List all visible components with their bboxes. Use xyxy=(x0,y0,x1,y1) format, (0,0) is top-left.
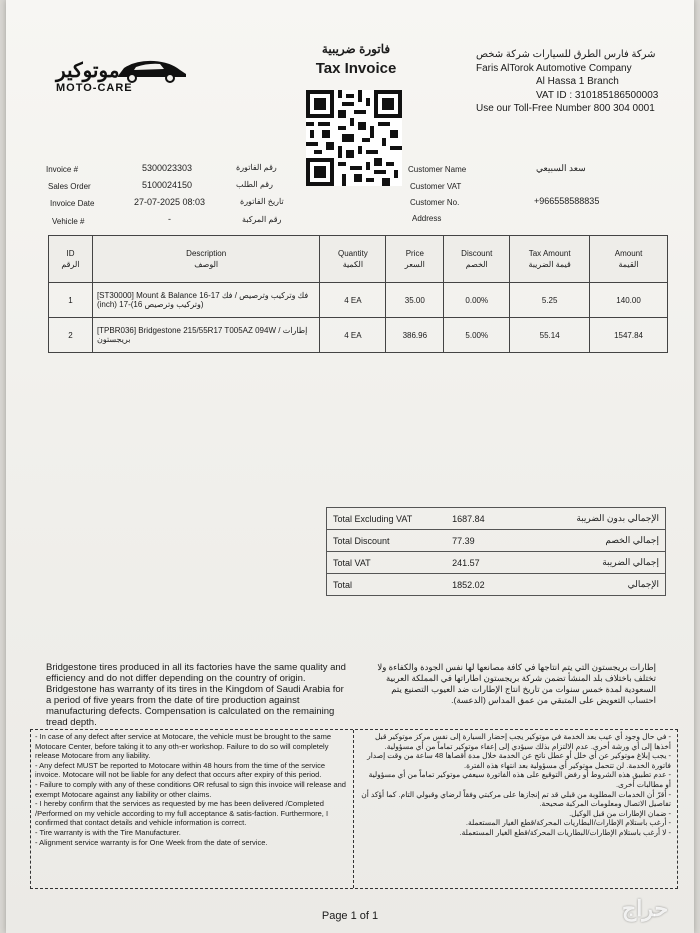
company-name-arabic: شركة فارس الطرق للسيارات شركة شخص xyxy=(476,49,656,60)
terms-box xyxy=(30,729,678,889)
row-quantity: 4 EA xyxy=(320,318,386,353)
total-label: Total xyxy=(327,574,447,596)
term-item: - Any defect MUST be reported to Motocare within 48 hours from the time of the service invoice. Motocare will not be liable for any defect that occurs after expiry of this period. xyxy=(35,760,325,780)
field-label-arabic: تاريخ الفاتورة xyxy=(240,197,284,206)
total-label: Total Discount xyxy=(327,530,447,552)
field-label: Address xyxy=(412,214,442,223)
row-description: [TPBR036] Bridgestone 215/55R17 T005AZ 094W / إطارات بريجستون xyxy=(92,318,320,353)
column-header: ID الرقم xyxy=(49,236,93,283)
address-row xyxy=(408,212,688,228)
invoice-date-row xyxy=(46,197,296,213)
customer-vat-row xyxy=(408,180,688,196)
row-tax: 5.25 xyxy=(510,283,590,318)
column-header: Discount الخصم xyxy=(444,236,510,283)
row-price: 386.96 xyxy=(386,318,444,353)
warranty-note-arabic: إطارات بريجستون التي يتم انتاجها في كافة مصانعها لها نفس الجودة والكفاءة ولا تختلف باختلاف بلد المنشأ تضمن شركة بريجستون اطاراتها في المملكة العربية السعودية لمدة خمس سنوات من تاريخ انتاج الإطارات ضد العيوب التصنيع يتم احتساب التعويض على المتبقي من عمق المداس (الدعسة). xyxy=(377,662,656,705)
term-item: - Alignment service warranty is for One Week from the date of service. xyxy=(35,837,268,847)
car-logo-icon xyxy=(114,56,188,84)
sales-order-number: 5100024150 xyxy=(142,180,193,190)
column-header: Quantity الكمية xyxy=(320,236,386,283)
total-excluding-vat-row xyxy=(327,508,666,530)
company-block xyxy=(476,48,691,116)
term-item-arabic: - عدم تطبيق هذه الشروط أو رفض التوقيع على هذه الفاتورة سيعفي موتوكير تماماً من أي مسؤولية أو مطالبات أخرى. xyxy=(368,770,671,789)
total-label: Total VAT xyxy=(327,552,447,574)
term-item-arabic: - يجب إبلاغ موتوكير عن أي خلل أو عطل ناتج عن الخدمة خلال مدة أقصاها 48 ساعة من وقت إصدار فاتورة الخدمة. لن تتحمل موتوكير أي مسؤولية بعد انتهاء هذه الفترة. xyxy=(367,751,671,770)
field-label: Sales Order xyxy=(48,182,91,191)
total-label-arabic: الإجمالي xyxy=(526,574,666,596)
term-item: - Failure to comply with any of these conditions OR refusal to sign this invoice will release and exempt Motocare against any liability or other claims. xyxy=(35,779,346,799)
field-label: Customer Name xyxy=(408,165,467,174)
term-item: - Tire warranty is with the Tire Manufacturer. xyxy=(35,827,181,837)
customer-number: +966558588835 xyxy=(534,196,600,206)
haraj-watermark: حراج xyxy=(622,896,669,921)
customer-name-row xyxy=(408,163,688,179)
term-item-arabic: - ضمان الإطارات من قبل الوكيل. xyxy=(569,808,671,818)
invoice-date: 27-07-2025 08:03 xyxy=(134,197,206,207)
totals-table xyxy=(326,507,666,596)
field-label: Invoice Date xyxy=(50,199,95,208)
row-amount: 140.00 xyxy=(590,283,668,318)
customer-number-row xyxy=(408,196,688,212)
term-item-arabic: - أقرّ أن الخدمات المطلوبة من قبلي قد تم إنجازها على مركبتي وفقاً لرضاي وقبولي التام. كما أؤكد أن تفاصيل الاتصال ومعلومات المركبة صحيحة. xyxy=(361,789,671,809)
total-value: 241.57 xyxy=(446,552,526,574)
vehicle-row xyxy=(46,214,296,230)
line-items-table xyxy=(48,235,668,353)
invoice-number-row xyxy=(46,163,296,179)
title-arabic: فاتورة ضريبية xyxy=(321,42,391,56)
logo-arabic-text: موتوكير xyxy=(56,60,120,82)
company-name: Faris AlTorok Automotive Company xyxy=(476,62,632,74)
column-header: Description الوصف xyxy=(92,236,320,283)
term-item-arabic: - أرغب باستلام الإطارات/البطاريات المحركة/قطع الغيار المستعملة. xyxy=(465,818,671,828)
column-header: Tax Amount قيمة الضريبة xyxy=(510,236,590,283)
field-label: Customer No. xyxy=(410,198,460,207)
terms-english xyxy=(35,732,347,847)
total-label: Total Excluding VAT xyxy=(327,508,447,530)
warranty-note: Bridgestone tires produced in all its factories have the same quality and efficiency and do not differ depending on the country of origin. Bridgestone has warranty of its tires in the Kingdom of Saudi Arabia for a period of five years from the date of tire production against manufacturing defects. Compensation is calculated on the remaining tread depth. xyxy=(46,662,346,728)
grand-total-row xyxy=(327,574,666,596)
field-label: Invoice # xyxy=(46,165,79,174)
table-row xyxy=(49,318,668,353)
customer-name: سعد السبيعي xyxy=(536,163,586,173)
logo-english-text: MOTO-CARE xyxy=(56,82,133,94)
total-value: 77.39 xyxy=(446,530,526,552)
page-title: Tax Invoice xyxy=(315,60,397,77)
field-label-arabic: رقم المركبة xyxy=(242,215,282,224)
table-row xyxy=(49,283,668,318)
row-discount: 5.00% xyxy=(444,318,510,353)
sales-order-row xyxy=(46,180,296,196)
row-id: 1 xyxy=(49,283,93,318)
invoice-page xyxy=(6,0,694,933)
term-item-arabic: - في حال وجود أي عيب بعد الخدمة في موتوكير يجب إحضار السيارة إلى نفس مركز موتوكير قبل أخذها إلى أي ورشة أخرى. عدم الالتزام بذلك سيؤدي إلى إعفاء موتوكير تماماً من أي مسؤولية. xyxy=(374,732,671,751)
terms-divider xyxy=(353,730,354,888)
table-header-row xyxy=(49,236,668,283)
total-label-arabic: الإجمالي بدون الضريبة xyxy=(526,508,666,530)
field-label-arabic: رقم الفاتورة xyxy=(236,163,277,172)
field-label: Vehicle # xyxy=(52,217,85,226)
total-value: 1687.84 xyxy=(446,508,526,530)
total-discount-row xyxy=(327,530,666,552)
row-tax: 55.14 xyxy=(510,318,590,353)
term-item: - In case of any defect after service at Motocare, the vehicle must be brought to the same Motocare Center, before taking it to any oth-er workshop. Failure to do so will completely release Motocare from any liability. xyxy=(35,732,331,761)
terms-arabic xyxy=(361,732,671,838)
term-item: - I hereby confirm that the services as requested by me has been delivered /Completed /Performed on my vehicle according to my full acceptance & satis-faction. Furthermore, I confirmed that contact details and vehicle information is correct. xyxy=(35,799,329,828)
branch-name: Al Hassa 1 Branch xyxy=(536,76,619,87)
row-discount: 0.00% xyxy=(444,283,510,318)
invoice-number: 5300023303 xyxy=(142,163,193,173)
field-label: Customer VAT xyxy=(410,182,462,191)
row-quantity: 4 EA xyxy=(320,283,386,318)
column-header: Price السعر xyxy=(386,236,444,283)
column-header: Amount القيمة xyxy=(590,236,668,283)
toll-free-number: Use our Toll-Free Number 800 304 0001 xyxy=(476,103,655,114)
term-item-arabic: - لا أرغب باستلام الإطارات/البطاريات المحركة/قطع الغيار المستعملة. xyxy=(459,827,671,837)
grand-total-value: 1852.02 xyxy=(446,574,526,596)
total-vat-row xyxy=(327,552,666,574)
total-label-arabic: إجمالي الضريبة xyxy=(526,552,666,574)
vat-id: VAT ID : 310185186500003 xyxy=(536,89,659,101)
total-label-arabic: إجمالي الخصم xyxy=(526,530,666,552)
row-id: 2 xyxy=(49,318,93,353)
row-amount: 1547.84 xyxy=(590,318,668,353)
motocare-logo xyxy=(52,50,202,100)
vehicle-number: - xyxy=(168,214,171,224)
row-description: [ST30000] Mount & Balance 16-17 فك وتركيب وترصيص / فك (inch) وتركيب وترصيص 16)-17) xyxy=(92,283,320,318)
row-price: 35.00 xyxy=(386,283,444,318)
qr-code-icon xyxy=(306,90,402,186)
field-label-arabic: رقم الطلب xyxy=(236,180,273,189)
page-number: Page 1 of 1 xyxy=(321,910,379,922)
